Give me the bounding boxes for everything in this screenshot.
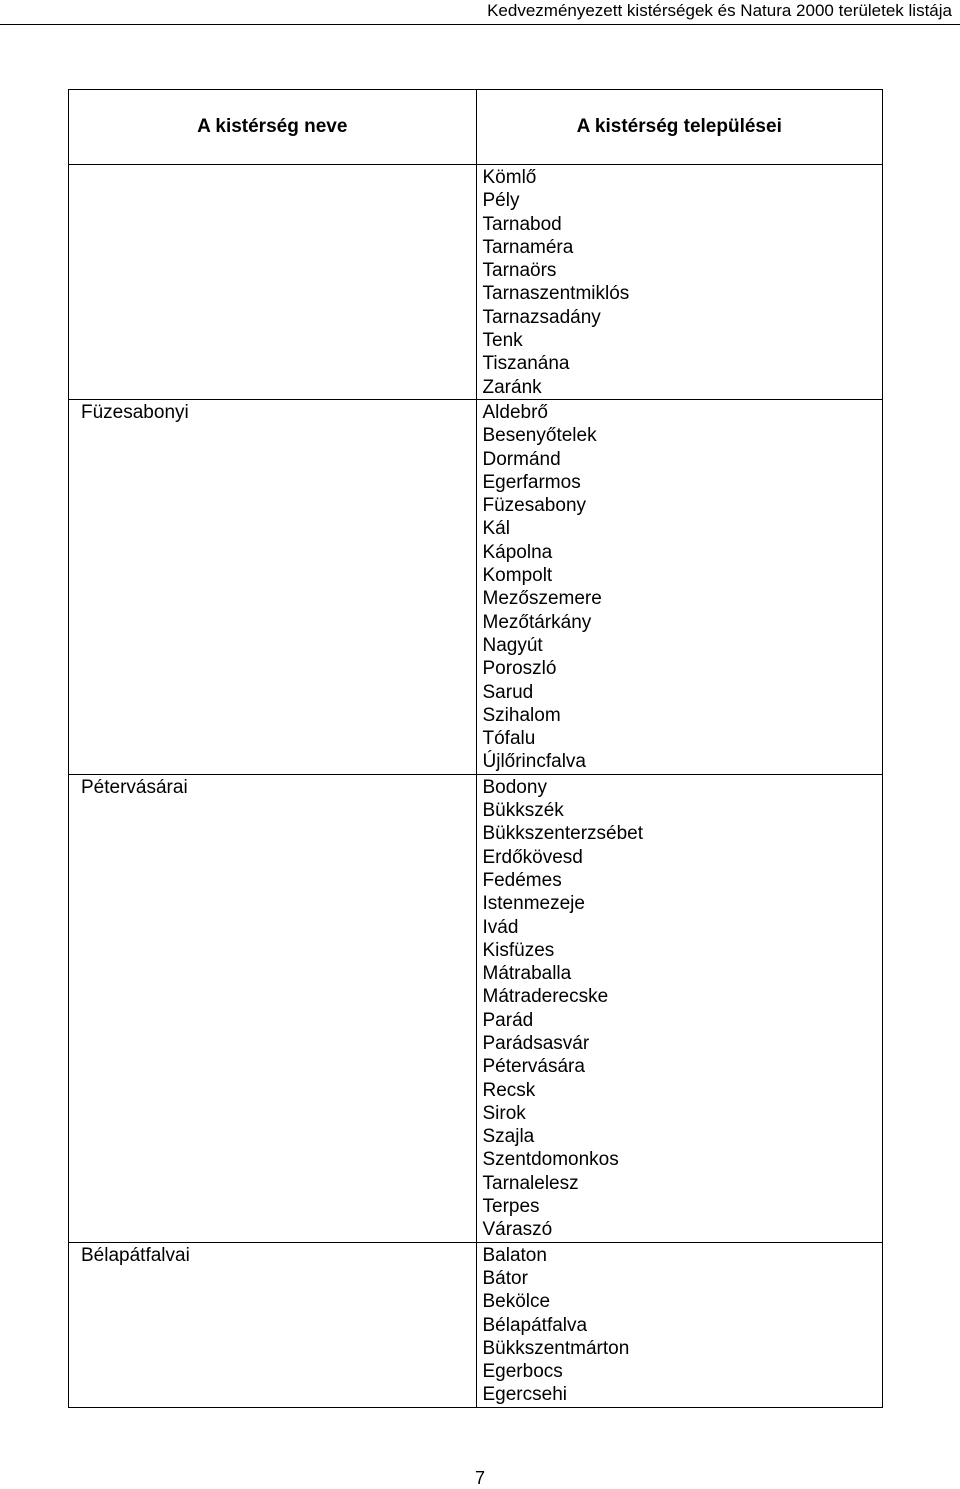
- settlement-item: Szajla: [482, 1126, 535, 1148]
- settlements-cell: [476, 774, 883, 1242]
- settlement-item: Bátor: [482, 1267, 528, 1289]
- table-header-row: [69, 90, 883, 165]
- settlement-item: Fedémes: [482, 869, 562, 891]
- settlement-item: Parádsasvár: [482, 1032, 590, 1054]
- col-header-settlements: A kistérség települései: [476, 90, 883, 165]
- region-name: Füzesabonyi: [81, 401, 189, 423]
- settlement-item: Kisfüzes: [482, 939, 555, 961]
- settlement-item: Újlőrincfalva: [482, 751, 586, 773]
- settlement-item: Istenmezeje: [482, 893, 585, 915]
- settlement-item: Tarnalelesz: [482, 1172, 579, 1194]
- settlement-item: Tófalu: [482, 728, 536, 750]
- page-number: 7: [474, 1468, 485, 1488]
- header-rule: [0, 24, 960, 25]
- region-table: [68, 89, 883, 1408]
- settlement-item: Bélapátfalva: [482, 1314, 588, 1336]
- settlement-item: Mezőtárkány: [482, 611, 592, 633]
- settlement-item: Bekölce: [482, 1291, 551, 1313]
- settlement-item: Kompolt: [482, 565, 553, 587]
- settlements-cell: [476, 1242, 883, 1407]
- settlement-item: Egerfarmos: [482, 471, 581, 493]
- settlement-item: Sarud: [482, 681, 534, 703]
- settlement-item: Tarnazsadány: [482, 306, 601, 328]
- settlement-item: Ivád: [482, 916, 519, 938]
- settlement-item: Zaránk: [482, 376, 542, 398]
- settlement-item: Tarnaméra: [482, 236, 574, 258]
- region-name: Pétervásárai: [81, 776, 188, 798]
- table-body: [69, 165, 883, 1408]
- running-header: Kedvezményezett kistérségek és Natura 2000 területek listája: [487, 1, 952, 20]
- settlement-item: Füzesabony: [482, 495, 587, 517]
- settlement-item: Szihalom: [482, 704, 561, 726]
- settlement-item: Egercsehi: [482, 1384, 567, 1406]
- settlement-item: Balaton: [482, 1244, 547, 1266]
- table-row: [69, 399, 883, 774]
- settlement-item: Terpes: [482, 1196, 540, 1218]
- settlements-cell: [476, 165, 883, 400]
- settlements-cell: [476, 399, 883, 774]
- settlement-item: Parád: [482, 1009, 534, 1031]
- settlement-item: Bükkszenterzsébet: [482, 823, 644, 845]
- region-name-cell: [69, 1242, 477, 1407]
- settlement-item: Kömlő: [482, 167, 537, 188]
- settlement-item: Poroszló: [482, 658, 557, 680]
- settlement-item: Szentdomonkos: [482, 1149, 619, 1171]
- table-row: [69, 774, 883, 1242]
- settlement-item: Pély: [482, 190, 520, 212]
- settlement-item: Tarnaörs: [482, 260, 557, 282]
- settlement-item: Tenk: [482, 330, 523, 352]
- settlement-item: Mezőszemere: [482, 588, 602, 610]
- settlement-item: Erdőkövesd: [482, 846, 583, 868]
- settlement-item: Dormánd: [482, 448, 561, 470]
- settlement-item: Sirok: [482, 1102, 526, 1124]
- settlement-item: Bükkszentmárton: [482, 1337, 630, 1359]
- settlement-item: Tiszanána: [482, 353, 570, 375]
- settlement-item: Aldebrő: [482, 401, 548, 423]
- col-header-name: A kistérség neve: [69, 90, 477, 165]
- settlement-item: Kál: [482, 518, 510, 540]
- settlement-item: Tarnabod: [482, 213, 562, 235]
- settlement-item: Pétervására: [482, 1056, 585, 1078]
- region-name: Bélapátfalvai: [81, 1244, 190, 1266]
- table-row: [69, 1242, 883, 1407]
- settlement-item: Tarnaszentmiklós: [482, 283, 630, 305]
- settlement-item: Recsk: [482, 1079, 536, 1101]
- settlement-item: Kápolna: [482, 541, 553, 563]
- region-name-cell: [69, 774, 477, 1242]
- settlement-item: Bükkszék: [482, 800, 564, 822]
- settlement-item: Bodony: [482, 776, 547, 798]
- settlement-item: Mátraderecske: [482, 986, 609, 1008]
- region-name-cell: [69, 165, 477, 400]
- region-name-cell: [69, 399, 477, 774]
- settlement-item: Besenyőtelek: [482, 425, 597, 447]
- settlement-item: Egerbocs: [482, 1361, 563, 1383]
- settlement-item: Váraszó: [482, 1219, 553, 1241]
- settlement-item: Mátraballa: [482, 963, 572, 985]
- settlement-item: Nagyút: [482, 634, 543, 656]
- table-row: [69, 165, 883, 400]
